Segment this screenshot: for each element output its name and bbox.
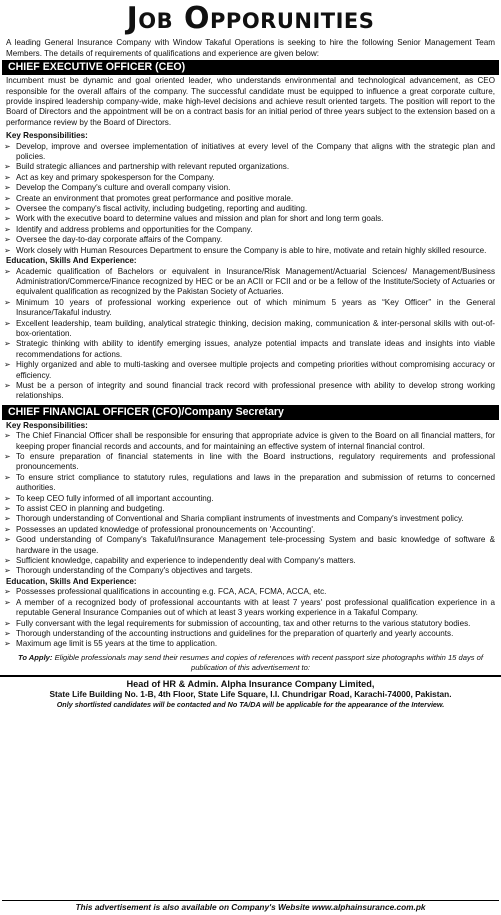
list-item [4, 381, 495, 402]
list-item [4, 639, 495, 649]
arrow-bullet-icon: ➢ [4, 628, 11, 638]
list-item [4, 204, 495, 214]
list-item [4, 142, 495, 163]
list-item-text: Maximum age limit is 55 years at the time to application. [16, 639, 218, 649]
cfo-section-heading: CHIEF FINANCIAL OFFICER (CFO)/Company Secretary [2, 405, 499, 420]
list-item-text: Minimum 10 years of professional working experience out of which minimum 5 years as “Key Officer” in the General Insurance/Takaful industry. [16, 297, 495, 318]
arrow-bullet-icon: ➢ [4, 472, 11, 482]
list-item-text: Highly organized and able to multi-tasking and oversee multiple projects and competing priorities without compromising accuracy or efficiency. [16, 360, 495, 380]
arrow-bullet-icon: ➢ [4, 431, 11, 441]
list-item [4, 525, 495, 535]
list-item [4, 587, 495, 597]
list-item-text: Strategic thinking with ability to identify emerging issues, analyze potential impacts and translate ideas and insights into viable recommendations for actions. [16, 339, 495, 359]
cfo-responsibilities-list [0, 431, 501, 577]
arrow-bullet-icon: ➢ [4, 639, 11, 649]
list-item [4, 267, 495, 298]
cfo-education-label: Education, Skills And Experience: [6, 576, 137, 586]
arrow-bullet-icon: ➢ [4, 235, 11, 245]
intro-paragraph: A leading General Insurance Company with Window Takaful Operations is seeking to hire the following Senior Management Team Members. The details of requirements of qualifications and experience are given below: [6, 38, 495, 58]
arrow-bullet-icon: ➢ [4, 266, 11, 276]
list-item-text: The Chief Financial Officer shall be responsible for ensuring that appropriate advice is given to the Board on all financial matters, for keeping proper financial records and accounts, and for maintaining an effective system of internal financial control. [16, 431, 495, 451]
arrow-bullet-icon: ➢ [4, 297, 11, 307]
apply-instructions [0, 653, 501, 673]
arrow-bullet-icon: ➢ [4, 172, 11, 182]
arrow-bullet-icon: ➢ [4, 318, 11, 328]
list-item [4, 319, 495, 340]
arrow-bullet-icon: ➢ [4, 566, 11, 576]
list-item [4, 431, 495, 452]
arrow-bullet-icon: ➢ [4, 524, 11, 534]
list-item-text: Thorough understanding of the accounting instructions and guidelines for the preparation of quarterly and yearly accounts. [16, 628, 454, 638]
list-item [4, 598, 495, 619]
list-item-text: To assist CEO in planning and budgeting. [16, 504, 165, 514]
list-item-text: To keep CEO fully informed of all important accounting. [16, 493, 214, 503]
list-item [4, 246, 495, 256]
list-item [4, 173, 495, 183]
ceo-responsibilities-label: Key Responsibilities: [6, 131, 88, 141]
arrow-bullet-icon: ➢ [4, 452, 11, 461]
list-item-text: To ensure strict compliance to statutory rules, regulations and laws in the preparation and submission of returns to concerned authorities. [16, 472, 495, 493]
ceo-education-list [0, 267, 501, 402]
list-item [4, 566, 495, 576]
list-item-text: A member of a recognized body of professional accountants with at least 7 years' post professional qualification experience in a reputable General Insurance Companies out of which at least 3 years working experience in a Takaful Company. [16, 597, 495, 618]
cfo-education-list [0, 587, 501, 649]
shortlist-note: Only shortlisted candidates will be contacted and No TA/DA will be applicable for the appearance of the Interview. [56, 699, 445, 709]
contact-line-1: Head of HR & Admin. Alpha Insurance Company Limited, [126, 678, 375, 689]
arrow-bullet-icon: ➢ [4, 597, 11, 607]
list-item [4, 494, 495, 504]
list-item [4, 225, 495, 235]
list-item-text: Build strategic alliances and partnership with relevant reputed organizations. [16, 162, 290, 172]
list-item-text: Work closely with Human Resources Department to ensure the Company is able to hire, motivate and retain highly skilled resource. [16, 245, 487, 255]
arrow-bullet-icon: ➢ [4, 535, 11, 545]
list-item [4, 162, 495, 172]
arrow-bullet-icon: ➢ [4, 504, 11, 514]
list-item [4, 473, 495, 494]
list-item [4, 360, 495, 381]
list-item-text: Work with the executive board to determine values and mission and plan for short and long term goals. [16, 214, 384, 224]
arrow-bullet-icon: ➢ [4, 183, 11, 193]
list-item-text: Sufficient knowledge, capability and experience to independently deal with Company's matters. [16, 556, 356, 566]
arrow-bullet-icon: ➢ [4, 193, 11, 203]
list-item [4, 619, 495, 629]
apply-text: Eligible professionals may send their resumes and copies of references with recent passport size photographs within 15 days of publication of this advertisement to: [54, 652, 483, 672]
contact-line-2: State Life Building No. 1-B, 4th Floor, State Life Square, I.I. Chundrigar Road, Karachi-74000, Pakistan. [49, 689, 452, 700]
arrow-bullet-icon: ➢ [4, 245, 11, 255]
list-item [4, 452, 495, 473]
list-item [4, 298, 495, 319]
arrow-bullet-icon: ➢ [4, 339, 11, 349]
list-item [4, 235, 495, 245]
list-item-text: Thorough understanding of Conventional and Sharia compliant instruments of investments and Company's investment policy. [16, 514, 464, 524]
ceo-description: Incumbent must be dynamic and goal oriented leader, who understands environmental and technological advancement, as CEO responsible for the overall affairs of the company. The successful candidate must be equipped to influence a great corporate culture, provide inspired leadership company-wide, make high-level decisions and achieve result oriented targets. The position will report to the Board of Directors and the appointment will be on a contract basis for an initial period of three years subject to the extension based on a performance review by the Board of Directors. [6, 76, 495, 127]
arrow-bullet-icon: ➢ [4, 587, 11, 597]
list-item-text: Fully conversant with the legal requirements for submission of accounting, tax and other returns to the various statutory bodies. [16, 618, 471, 628]
list-item [4, 194, 495, 204]
arrow-bullet-icon: ➢ [4, 214, 11, 224]
website-footer: This advertisement is also available on Company's Website www.alphainsurance.com.pk [2, 900, 499, 913]
arrow-bullet-icon: ➢ [4, 618, 11, 628]
arrow-bullet-icon: ➢ [4, 224, 11, 234]
list-item-text: Develop the Company's culture and overall company vision. [16, 183, 231, 193]
list-item-text: Oversee the company's fiscal activity, including budgeting, reporting and auditing. [16, 204, 308, 214]
list-item [4, 629, 495, 639]
list-item-text: To ensure preparation of financial statements in line with the Board instructions, regulatory requirements and professional pronouncements. [16, 452, 495, 472]
ceo-education-label: Education, Skills And Experience: [6, 256, 137, 266]
page-title: Job Opporunities [126, 1, 375, 36]
list-item [4, 339, 495, 360]
list-item-text: Identify and address problems and opportunities for the Company. [16, 224, 253, 234]
divider [0, 675, 501, 677]
arrow-bullet-icon: ➢ [4, 380, 11, 390]
arrow-bullet-icon: ➢ [4, 493, 11, 503]
list-item-text: Possesses an updated knowledge of professional pronouncements on 'Accounting'. [16, 524, 316, 534]
arrow-bullet-icon: ➢ [4, 162, 11, 172]
list-item [4, 214, 495, 224]
list-item [4, 504, 495, 514]
list-item-text: Must be a person of integrity and sound financial track record with professional presence with ability to develop strong working relationships. [16, 380, 495, 401]
ceo-responsibilities-list [0, 142, 501, 256]
list-item-text: Create an environment that promotes great performance and positive morale. [16, 193, 294, 203]
list-item [4, 183, 495, 193]
arrow-bullet-icon: ➢ [4, 204, 11, 214]
list-item-text: Develop, improve and oversee implementation of initiatives at every level of the Company that aligns with the strategic plan and policies. [16, 141, 495, 162]
list-item-text: Excellent leadership, team building, analytical strategic thinking, decision making, communication & inter-personal skills with out-of-box-orientation. [16, 318, 495, 338]
list-item-text: Act as key and primary spokesperson for the Company. [16, 172, 215, 182]
list-item [4, 535, 495, 556]
list-item-text: Possesses professional qualifications in accounting e.g. FCA, ACA, FCMA, ACCA, etc. [16, 587, 327, 597]
ceo-section-heading: CHIEF EXECUTIVE OFFICER (CEO) [2, 60, 499, 75]
cfo-responsibilities-label: Key Responsibilities: [6, 420, 88, 430]
list-item-text: Good understanding of Company's Takaful/Insurance Management tele-processing System and basic knowledge of software & hardware in the usage. [16, 535, 495, 555]
list-item [4, 514, 495, 524]
apply-label: To Apply: [17, 652, 53, 662]
list-item-text: Thorough understanding of the Company's objectives and targets. [16, 566, 253, 576]
arrow-bullet-icon: ➢ [4, 360, 11, 370]
arrow-bullet-icon: ➢ [4, 514, 11, 524]
arrow-bullet-icon: ➢ [4, 556, 11, 566]
list-item-text: Oversee the day-to-day corporate affairs of the Company. [16, 235, 223, 245]
arrow-bullet-icon: ➢ [4, 141, 11, 151]
list-item-text: Academic qualification of Bachelors or equivalent in Insurance/Risk Management/Actuarial Sciences/ Management/Business Administration/Commerce/Finance recognized by HEC or be an ACII or FCII and or be a fellow of the Institute/Society of Actuaries or equivalent qualification as recognized by the Pakistan Society of Actuaries. [16, 266, 495, 297]
list-item [4, 556, 495, 566]
